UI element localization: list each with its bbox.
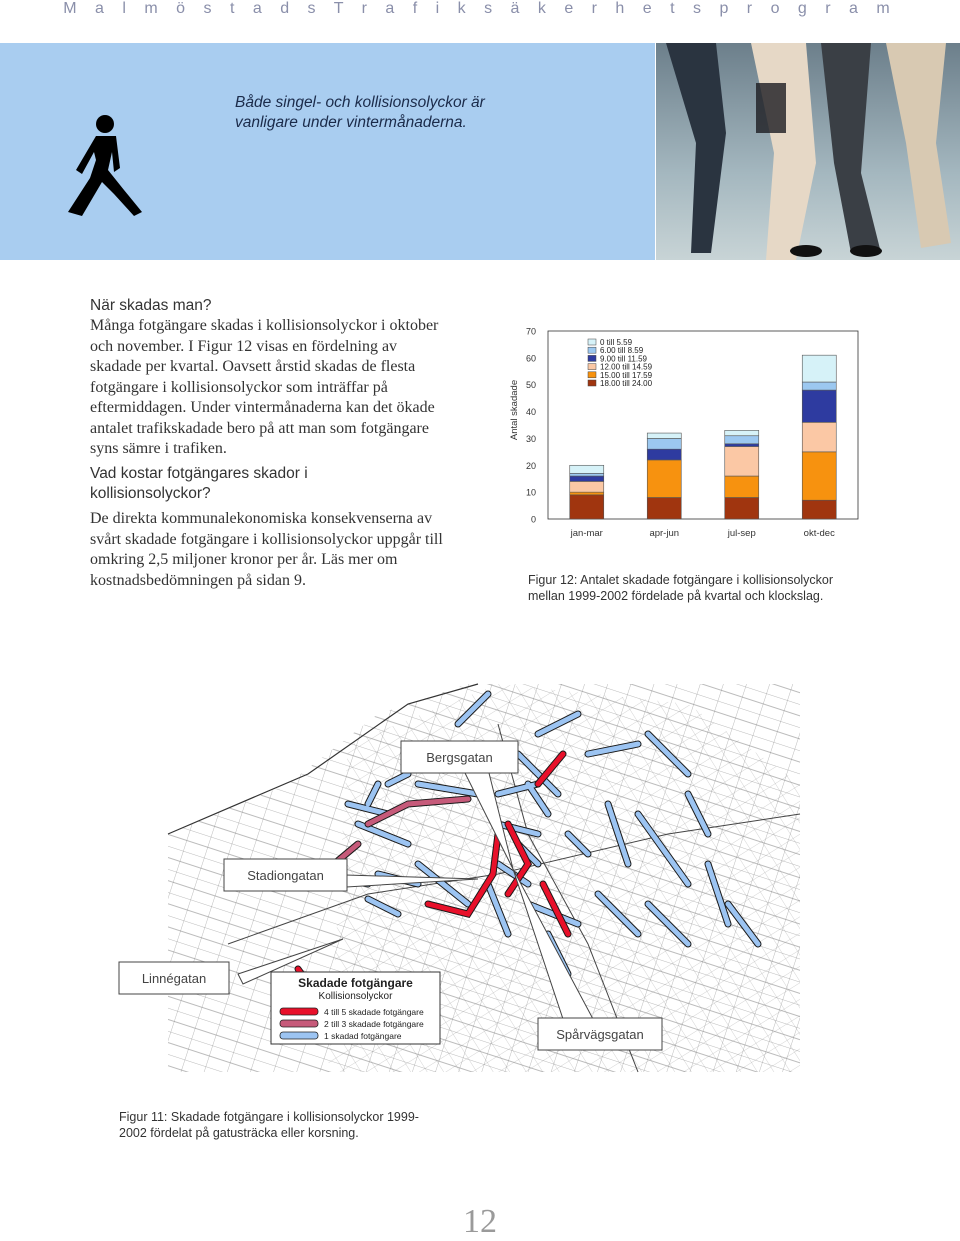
legend-label: 9.00 till 11.59 [600, 354, 647, 364]
legend-label: 18.00 till 24.00 [600, 379, 653, 388]
pedestrian-walking-icon [58, 112, 153, 222]
body-line: Många fotgängare skadas i kollisionsolyckor i oktober [90, 317, 439, 334]
bar-segment [570, 492, 604, 495]
caption-line: Figur 12: Antalet skadade fotgängare i kollisionsolyckor [528, 573, 834, 587]
caption-line: mellan 1999-2002 fördelade på kvartal och klockslag. [528, 589, 824, 603]
y-tick-label: 30 [525, 433, 536, 444]
legend-swatch [280, 1020, 318, 1027]
bar-segment [570, 481, 604, 492]
bar-segment [647, 433, 681, 438]
bar-segment [802, 422, 836, 452]
legend-swatch [588, 380, 596, 386]
y-tick-label: 0 [530, 514, 536, 525]
section-heading: kollisionsolyckor? [90, 485, 211, 502]
legend-subtitle: Kollisionsolyckor [318, 991, 393, 1002]
legend-title: Skadade fotgängare [298, 976, 413, 990]
body-line: De direkta kommunalekonomiska konsekvenserna av [90, 510, 433, 527]
page-number: 12 [463, 1203, 497, 1240]
legend-swatch [588, 347, 596, 353]
y-tick-label: 50 [525, 380, 536, 391]
tagline-line-2: vanligare under vintermånaderna. [235, 114, 467, 131]
bar-segment [725, 476, 759, 497]
callout-label: Spårvägsgatan [556, 1027, 644, 1042]
bar-segment [802, 390, 836, 422]
legend-swatch [588, 364, 596, 370]
street-photo [656, 43, 960, 260]
bar-segment [725, 498, 759, 519]
callout-label: Linnégatan [141, 971, 207, 986]
body-line: eftermiddagen. Under vintermånaderna kan det ökade [90, 399, 435, 416]
legend-swatch [588, 355, 596, 361]
bar-segment [802, 500, 836, 519]
running-header: M a l m ö s t a d s T r a f i k s ä k e r h e t s p r o g r a m [63, 0, 897, 17]
legend-label: 12.00 till 14.59 [600, 362, 653, 372]
bar-segment [725, 446, 759, 476]
bar-segment [570, 465, 604, 473]
bar-segment [647, 449, 681, 460]
bar-segment [647, 438, 681, 449]
x-tick-label: jan-mar [570, 528, 603, 539]
y-axis-label: Antal skadade [509, 379, 520, 441]
body-line: fotgängare i kollisionsolyckor som inträffar på [90, 378, 388, 396]
bar-segment [802, 355, 836, 382]
body-line: skadade per kvartal. Oavsett årstid skadas de flesta [90, 358, 416, 375]
body-line: antalet trafikskadade bero på att man som fotgängare [90, 419, 429, 437]
callout-sparvagsgatan [538, 1018, 662, 1050]
callout-label: Bergsgatan [426, 750, 493, 765]
callout-bergsgatan [401, 741, 518, 773]
callout-label: Stadiongatan [247, 868, 324, 883]
bar-segment [802, 382, 836, 390]
y-tick-label: 40 [525, 407, 536, 418]
legend-swatch [280, 1008, 318, 1015]
stacked-bar-chart [500, 310, 870, 550]
y-tick-label: 10 [525, 487, 536, 498]
legend-swatch [280, 1032, 318, 1039]
body-line: omkring 2,5 miljoner kronor per år. Läs mer om [90, 551, 398, 568]
body-line: kostnadsbedömningen på sidan 9. [90, 571, 306, 589]
legend-label: 0 till 5.59 [600, 338, 633, 347]
bar-segment [725, 430, 759, 435]
x-tick-label: apr-jun [649, 528, 680, 539]
y-tick-label: 70 [525, 326, 536, 337]
bar-segment [570, 473, 604, 476]
street-map [141, 684, 800, 1072]
legend-label: 1 skadad fotgängare [324, 1031, 402, 1041]
x-tick-label: jul-sep [727, 528, 756, 539]
y-tick-label: 60 [525, 353, 536, 364]
legend-label: 4 till 5 skadade fotgängare [324, 1007, 424, 1017]
callout-stadiongatan [224, 859, 347, 891]
bar-segment [802, 452, 836, 500]
body-line: och november. I Figur 12 visas en fördelning av [90, 337, 398, 355]
section-heading: När skadas man? [90, 297, 212, 314]
bar-segment [725, 436, 759, 444]
section-when-injured [90, 296, 450, 460]
bar-segment [570, 495, 604, 519]
callout-linnegatan [119, 962, 229, 994]
caption-line: 2002 fördelat på gatusträcka eller korsning. [119, 1126, 359, 1140]
bar-segment [647, 498, 681, 519]
legend-swatch [588, 372, 596, 378]
caption-line: Figur 11: Skadade fotgängare i kollisionsolyckor 1999- [119, 1110, 419, 1124]
body-line: syns sämre i trafiken. [90, 440, 227, 457]
figure-12-caption [528, 572, 908, 604]
legend-label: 6.00 till 8.59 [600, 346, 644, 356]
tagline-line-1: Både singel- och kollisionsolyckor är [235, 94, 485, 111]
x-tick-label: okt-dec [803, 528, 835, 539]
bar-segment [647, 460, 681, 498]
y-tick-label: 20 [525, 460, 536, 471]
bar-segment [725, 444, 759, 447]
legend-label: 2 till 3 skadade fotgängare [324, 1019, 424, 1029]
banner-tagline [235, 93, 595, 133]
map-legend [271, 972, 440, 1044]
body-line: svårt skadade fotgängare i kollisionsolyckor uppgår till [90, 530, 443, 548]
section-costs [90, 464, 450, 591]
legend-label: 15.00 till 17.59 [600, 370, 653, 380]
bar-segment [570, 476, 604, 481]
legend-swatch [588, 339, 596, 345]
section-heading: Vad kostar fotgängares skador i [90, 465, 308, 482]
figure-11-caption [119, 1109, 499, 1141]
